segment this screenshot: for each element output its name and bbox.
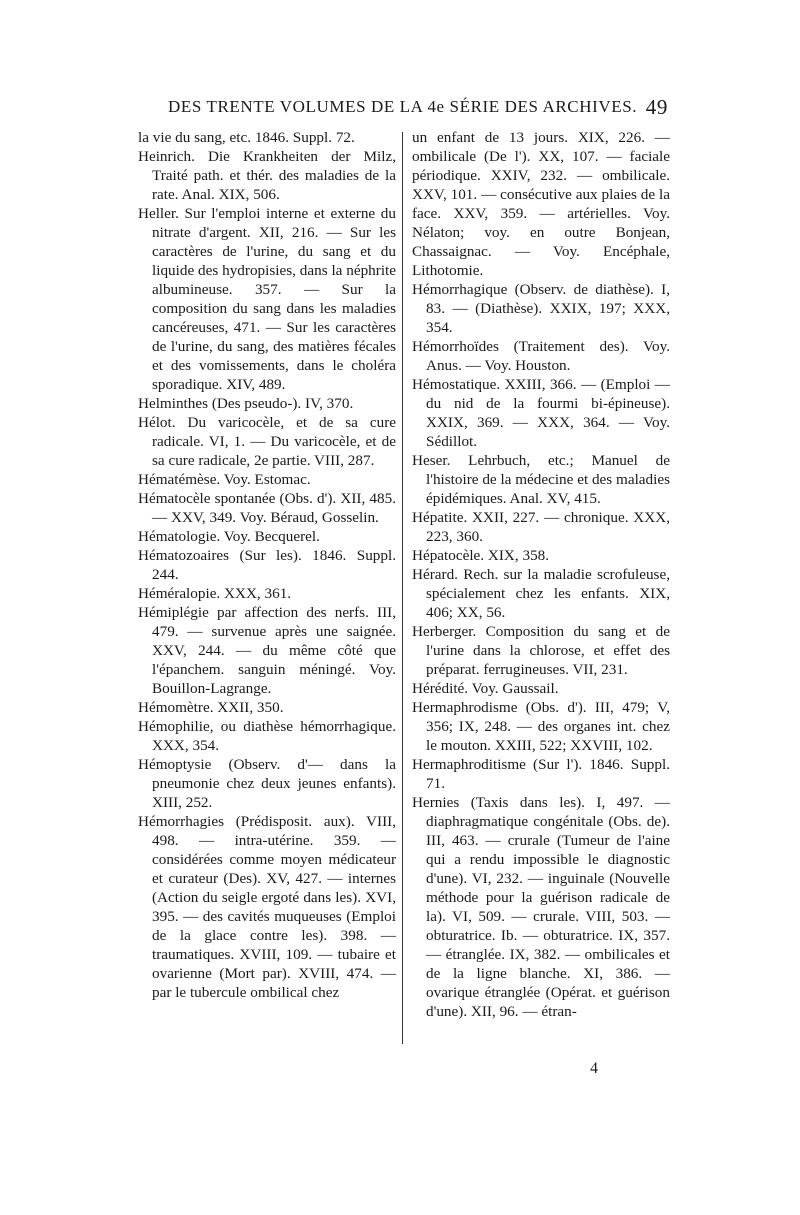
index-entry: Hérédité. Voy. Gaussail. <box>412 680 559 697</box>
index-entry: Hémorrhagique (Observ. de diathèse). I, 83. — (Diathèse). XXIX, 197; XXX, 354. <box>412 281 670 336</box>
index-entry: Hémorrhoïdes (Traitement des). Voy. Anus. — Voy. Houston. <box>412 338 670 374</box>
index-entry: Hématologie. Voy. Becquerel. <box>138 528 320 545</box>
index-entry: Hématémèse. Voy. Estomac. <box>138 471 311 488</box>
index-entry: Hernies (Taxis dans les). I, 497. — diaphragmatique congénitale (Obs. de). III, 463. — crurale (Tumeur de l'aine qui a rendu impossible le diagnostic d'une). VI, 232. — inguinale (Nouvelle méthode pour la guérison radicale de la). VI, 509. — crurale. VIII, 503. — obturatrice. Ib. — obturatrice. IX, 357. — étranglée. IX, 382. — ombilicales et de la ligne blanche. XI, 386. — ovarique étranglée (Opérat. et guérison d'une). XII, 96. — étran- <box>412 794 670 1020</box>
index-entry: Hématocèle spontanée (Obs. d'). XII, 485. — XXV, 349. Voy. Béraud, Gosselin. <box>138 490 396 526</box>
index-entry: Hémostatique. XXIII, 366. — (Emploi — du nid de la fourmi bi-épineuse). XXIX, 369. — XXX, 364. — Voy. Sédillot. <box>412 376 670 450</box>
signature-mark: 4 <box>590 1060 598 1077</box>
index-entry: Heinrich. Die Krankheiten der Milz, Traité path. et thér. des maladies de la rate. Anal. XIX, 506. <box>138 148 396 203</box>
index-entry: Hérard. Rech. sur la maladie scrofuleuse, spécialement chez les enfants. XIX, 406; XX, 56. <box>412 566 670 621</box>
index-entry: Heller. Sur l'emploi interne et externe du nitrate d'argent. XII, 216. — Sur les caractères de l'urine, du sang et du liquide des hydropisies, dans la néphrite albumineuse. 357. — Sur la composition du sang dans les maladies cancéreuses, 471. — Sur les caractères de l'urine, du sang, des matières fécales et des vomissements, dans le choléra sporadique. XIV, 489. <box>138 205 396 393</box>
index-entry: Hépatocèle. XIX, 358. <box>412 547 550 564</box>
index-entry: Hermaphroditisme (Sur l'). 1846. Suppl. 71. <box>412 756 670 792</box>
index-entry: Hermaphrodisme (Obs. d'). III, 479; V, 356; IX, 248. — des organes int. chez le mouton. XXIII, 522; XXVIII, 102. <box>412 699 670 754</box>
index-entry: Héméralopie. XXX, 361. <box>138 585 292 602</box>
header-title: DES TRENTE VOLUMES DE LA 4e SÉRIE DES ARCHIVES. <box>168 97 638 116</box>
index-entry: Helminthes (Des pseudo-). IV, 370. <box>138 395 354 412</box>
column-divider <box>402 132 403 1044</box>
index-entry: Hélot. Du varicocèle, et de sa cure radicale. VI, 1. — Du varicocèle, et de sa cure radicale, 2e partie. VIII, 287. <box>138 414 396 469</box>
index-entry: Heser. Lehrbuch, etc.; Manuel de l'histoire de la médecine et des maladies épidémiques. Anal. XV, 415. <box>412 452 670 507</box>
index-entry: Hémiplégie par affection des nerfs. III, 479. — survenue après une saignée. XXV, 244. — du même côté que l'épanchem. sanguin méningé. Voy. Bouillon-Lagrange. <box>138 604 396 697</box>
index-entry: un enfant de 13 jours. XIX, 226. — ombilicale (De l'). XX, 107. — faciale périodique. XXIV, 232. — ombilicale. XXV, 101. — consécutive aux plaies de la face. XXV, 359. — artérielles. Voy. Nélaton; voy. en outre Bonjean, Chassaignac. — Voy. Encéphale, Lithotomie. <box>412 129 670 279</box>
page-number: 49 <box>645 95 668 119</box>
left-column <box>138 128 396 1002</box>
index-entry: Hémorrhagies (Prédisposit. aux). VIII, 498. — intra-utérine. 359. — considérées comme moyen médicateur et curateur (Des). XV, 427. — internes (Action du seigle ergoté dans les). XVI, 395. — des cavités muqueuses (Emploi de la glace contre les). 398. — traumatiques. XVIII, 109. — tubaire et ovarienne (Mort par). XVIII, 474. — par le tubercule ombilical chez <box>138 813 396 1001</box>
index-entry: la vie du sang, etc. 1846. Suppl. 72. <box>138 129 355 146</box>
index-entry: Herberger. Composition du sang et de l'urine dans la chlorose, et effet des préparat. ferrugineuses. VII, 231. <box>412 623 670 678</box>
index-entry: Hémophilie, ou diathèse hémorrhagique. XXX, 354. <box>138 718 396 754</box>
index-entry: Hépatite. XXII, 227. — chronique. XXX, 223, 360. <box>412 509 670 545</box>
index-entry: Hémoptysie (Observ. d'— dans la pneumonie chez deux jeunes enfants). XIII, 252. <box>138 756 396 811</box>
running-header <box>168 95 668 123</box>
right-column <box>412 128 670 1021</box>
index-entry: Hémomètre. XXII, 350. <box>138 699 284 716</box>
index-entry: Hématozoaires (Sur les). 1846. Suppl. 244. <box>138 547 396 583</box>
